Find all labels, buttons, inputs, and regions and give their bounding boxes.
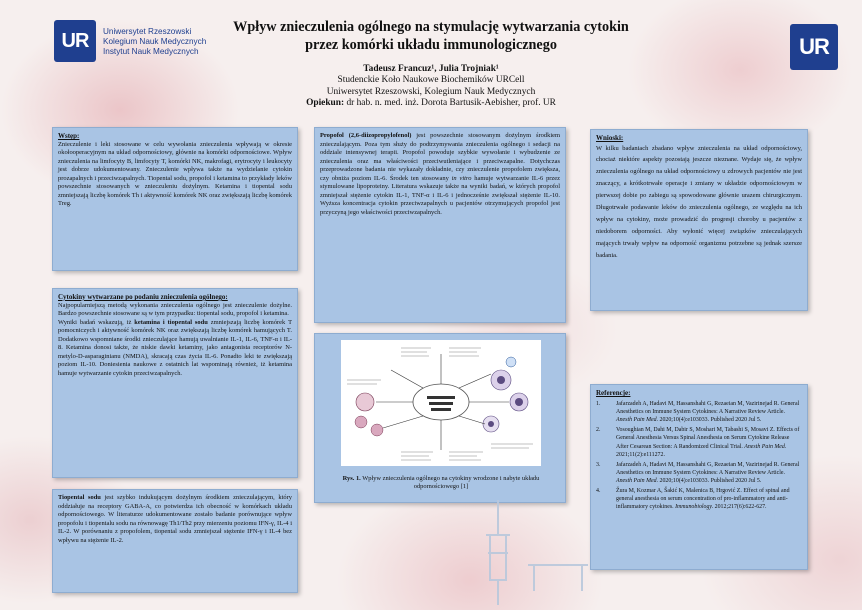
thiopental-text: Tiopental sodu jest szybko indukującym dożylnym środkiem znieczulającym, który oddziałuje na receptory GABA-A, co potwierdza ich obecność w komórkach układu odpornościowego. W literaturze udokumentowane zostało badanie porównujące wpływ propofolu i tiopentalu sodu na równowagę Th1/Th2 przy mierzeniu poziomu IFN-γ, IL-4 i IL-2. W porównaniu z propofolem, tiopental sodu zmniejszał stężenie IFN-γ i IL-4 bez wpływu na stężenie IL-2. <box>58 494 292 544</box>
authors-block <box>200 64 662 110</box>
syringe-decoration <box>468 495 598 610</box>
conclusions-text: W kilku badaniach zbadano wpływ znieczulenia na układ odpornościowy, chociaż niektóre aspekty pozostają jeszcze nieznane. Wydaje się, że wpływ znieczulenia ogólnego na układ odpornościowy u zdrowych pacjentów nie jest znaczący, a krótkotrwałe operacje i zmiany w układzie odpornościowym w pierwszej dobie po zabiegu są spowodowane głównie urazem chirurgicznym. Długotrwałe podawanie leków do znieczulenia ogólnego, ze względu na ich wpływ na cytokiny, może prowadzić do progresji choroby u pacjentów z niedoborem odporności. Aby wyłonić więcej związków znieczulających mających trwały wpływ na odporność organizmu potrzebne są jednak szersze badania. <box>596 144 802 259</box>
cytokines-p2: Wyniki badań wskazują, iż ketamina i tiopental sodu zmniejszają liczbę komórek T pomocniczych i aktywność komórek NK oraz zwiększają liczbę komórek hamujących T. Dodatkowo wspomniane środki znieczulające hamują uwalnianie IL-1, IL-6, TNF-α i IL-8. Ketamina donosi także, że niskie dawki ketaminy, jako antagonista receptorów N-metylo-D-asparaginianu (NMDA), skracają czas życia IL-6. Ponadto leki te zwiększają poziom IL-10. Doniesienia naukowe z ostatnich lat wspominają również, iż ketamina hamuje wytwarzanie cytokin przeciwzapalnych. <box>58 318 293 377</box>
propofol-text: Propofol (2,6-diizopropylofenol) jest powszechnie stosowanym dożylnym środkiem znieczulającym. Poza tym służy do podtrzymywania znieczulenia ogólnego i sedacji na oddziale intensywnej terapii. Propofol powoduje szybkie wywołanie i wybudzenie ze znieczulenia oraz ma właściwości przeciwutleniające i przeciwzapalne. Dotychczas przeprowadzone badania nie wykazały dokładnie, czy znieczulenie propofolem zwiększa, czy obniża poziom IL-6. Środek ten stosowany in vitro hamuje wytwarzanie IL-6 przez stymulowane lipoproteiny. Literatura wskazuje także na wyniki badań, w których propofol zmniejszał stężenie cytokin IL-1, TNF-α i IL-6 i jednocześnie zwiększał stężenie IL-10. Wyższa koncentracja cytokin przeciwzapalnych u pacjentów otrzymujących propofol jest przyczyną jego właściwości przeciwzapalnych. <box>320 132 560 216</box>
propofol-box <box>314 127 566 323</box>
supervisor: Opiekun: dr hab. n. med. inż. Dorota Bartusik-Aebisher, prof. UR <box>306 98 556 109</box>
cytokines-p1: Najpopularniejszą metodą wykonania znieczulenia ogólnego jest znieczulenie dożylne. Bardzo powszechnie stosowane są w tym przypadku: tiopental sodu, propofol i ketamina. <box>58 301 292 318</box>
university-logo-right: UR <box>790 24 838 70</box>
figure-box <box>314 333 566 503</box>
reference-item: 4. Žura M, Kozmar A, Šakić K, Malenica B, Hrgović Z. Effect of spinal and general anesthesia on serum concentration of pro-inflammatory and anti-inflammatory cytokines. Immunobiology. 2012;217(6):622-627. <box>596 488 790 511</box>
conclusions-heading: Wnioski: <box>596 134 624 142</box>
university-logo-left: UR <box>54 20 96 62</box>
affiliation-1: Studenckie Koło Naukowe Biochemików URCell <box>337 75 525 86</box>
intro-text: Znieczulenie i leki stosowane w celu wywołania znieczulenia wpływają w okresie okołooperacyjnym na układ odpornościowy, głównie na komórki odpornościowe. Wpływ znieczulenia na limfocyty B, limfocyty T, komórki NK, makrofagi, erytrocyty i leukocyty jest dobrze udokumentowany. Znieczulenie wpływa także na wydzielanie cytokin prozapalnych i przeciwzapalnych. Tiopental sodu, propofol i ketamina to przykłady leków powszechnie stosowanych w znieczuleniu dożylnym. Ketamina i tiopental sodu zmniejszają liczbę komórek Th i aktywność komórek NK oraz zwiększają liczbę komórek Treg. <box>58 140 292 208</box>
affiliation-2: Uniwersytet Rzeszowski, Kolegium Nauk Medycznych <box>326 86 536 97</box>
institution-name: Uniwersytet Rzeszowski Kolegium Nauk Medycznych Instytut Nauk Medycznych <box>103 27 207 56</box>
references-heading: Referencje: <box>596 389 631 397</box>
references-box <box>590 384 808 570</box>
poster-title: Wpływ znieczulenia ogólnego na stymulację wytwarzania cytokin przez komórki układu immunologicznego <box>233 19 629 53</box>
cytokines-heading: Cytokiny wytwarzane po podaniu znieczulenia ogólnego: <box>58 293 228 301</box>
thiopental-box <box>52 489 298 593</box>
intro-heading: Wstęp: <box>58 132 80 140</box>
reference-item: 3. Jafarzadeh A, Hadavi M, Hassanshahi G, Rezaeian M, Vazirinejad R. General Anesthetics on Immune System Cytokines: A Narrative Review Article. Anesth Pain Med. 2020;10(4):e103033. Published 2020 Jul 5. <box>596 461 800 484</box>
figure-diagram <box>341 340 541 466</box>
authors: Tadeusz Francuz¹, Julia Trojniak¹ <box>363 64 499 74</box>
intro-box <box>52 127 298 271</box>
cytokine-pathway-diagram <box>341 340 541 466</box>
conclusions-box <box>590 129 808 311</box>
reference-item: 1. Jafarzadeh A, Hadavi M, Hassanshahi G, Rezaeian M, Vazirinejad R. General Anesthetics on Immune System Cytokines: A Narrative Review Article. Anesth Pain Med. 2020;10(4):e103033. Published 2020 Jul 5. <box>596 401 800 424</box>
figure-caption: Rys. 1. Wpływ znieczulenia ogólnego na cytokiny wrodzone i nabyte układu odpornościowego [1] <box>342 475 540 490</box>
cytokines-box <box>52 288 298 478</box>
reference-item: 2. Vosoughian M, Dahi M, Dabir S, Moshari M, Tabashi S, Mosavi Z. Effects of General Anesthesia Versus Spinal Anesthesia on Serum Cytokine Release After Cesarean Section: A Randomized Clinical Trial. Anesth Pain Med. 2021;11(2):e111272. <box>596 427 800 458</box>
